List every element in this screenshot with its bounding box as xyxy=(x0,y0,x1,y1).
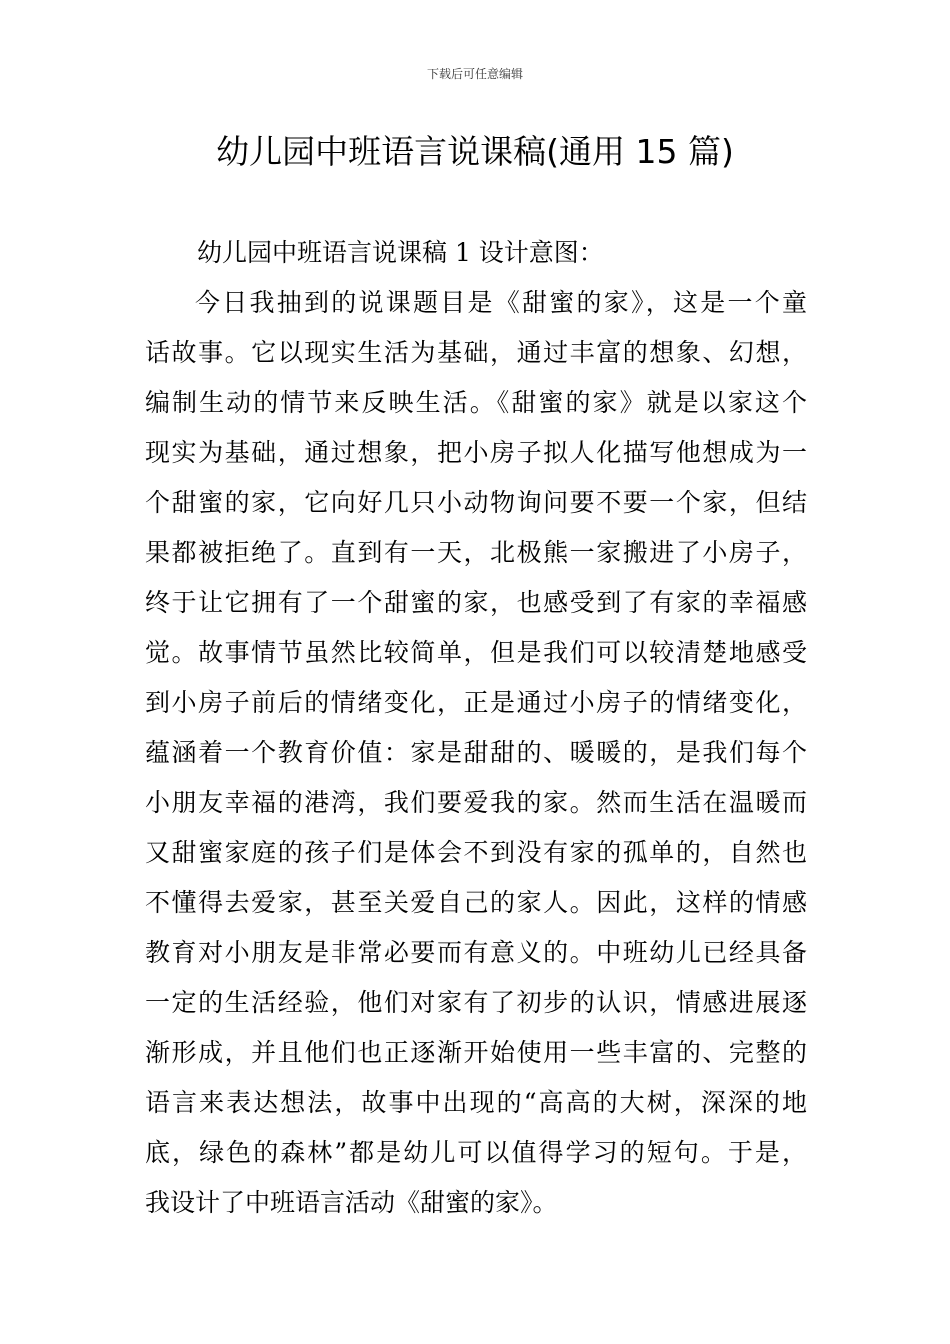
paragraph-line: 小朋友幸福的港湾，我们要爱我的家。然而生活在温暖而 xyxy=(145,788,807,817)
paragraph-line: 到小房子前后的情绪变化，正是通过小房子的情绪变化， xyxy=(145,688,807,717)
paragraph-line: 话故事。它以现实生活为基础，通过丰富的想象、幻想， xyxy=(145,338,807,367)
paragraph-line: 底，绿色的森林”都是幼儿可以值得学习的短句。于是， xyxy=(145,1138,807,1167)
paragraph-line: 一定的生活经验，他们对家有了初步的认识，情感进展逐 xyxy=(145,988,807,1017)
paragraph-line: 渐形成，并且他们也正逐渐开始使用一些丰富的、完整的 xyxy=(145,1038,807,1067)
document-title: 幼儿园中班语言说课稿(通用 15 篇) xyxy=(216,132,734,171)
paragraph-line: 我设计了中班语言活动《甜蜜的家》。 xyxy=(145,1188,558,1217)
paragraph-line: 蕴涵着一个教育价值：家是甜甜的、暖暖的，是我们每个 xyxy=(145,738,807,767)
paragraph-line: 今日我抽到的说课题目是《甜蜜的家》，这是一个童 xyxy=(195,288,807,317)
paragraph-line: 语言来表达想法，故事中出现的“高高的大树，深深的地 xyxy=(145,1088,807,1117)
paragraph-line: 果都被拒绝了。直到有一天，北极熊一家搬进了小房子， xyxy=(145,538,807,567)
paragraph-line: 觉。故事情节虽然比较简单，但是我们可以较清楚地感受 xyxy=(145,638,807,667)
paragraph-line: 编制生动的情节来反映生活。《甜蜜的家》就是以家这个 xyxy=(145,388,807,417)
paragraph-line: 教育对小朋友是非常必要而有意义的。中班幼儿已经具备 xyxy=(145,938,807,967)
header-note: 下载后可任意编辑 xyxy=(426,67,523,81)
paragraph-line: 个甜蜜的家，它向好几只小动物询问要不要一个家，但结 xyxy=(145,488,807,517)
paragraph-line: 终于让它拥有了一个甜蜜的家，也感受到了有家的幸福感 xyxy=(145,588,807,617)
paragraph-line: 现实为基础，通过想象，把小房子拟人化描写他想成为一 xyxy=(145,438,807,467)
section-heading: 幼儿园中班语言说课稿 1 设计意图： xyxy=(197,238,604,267)
paragraph-line: 不懂得去爱家，甚至关爱自己的家人。因此，这样的情感 xyxy=(145,888,807,917)
paragraph-line: 又甜蜜家庭的孩子们是体会不到没有家的孤单的，自然也 xyxy=(145,838,807,867)
document-body xyxy=(145,228,807,1228)
paragraph xyxy=(145,278,807,1228)
